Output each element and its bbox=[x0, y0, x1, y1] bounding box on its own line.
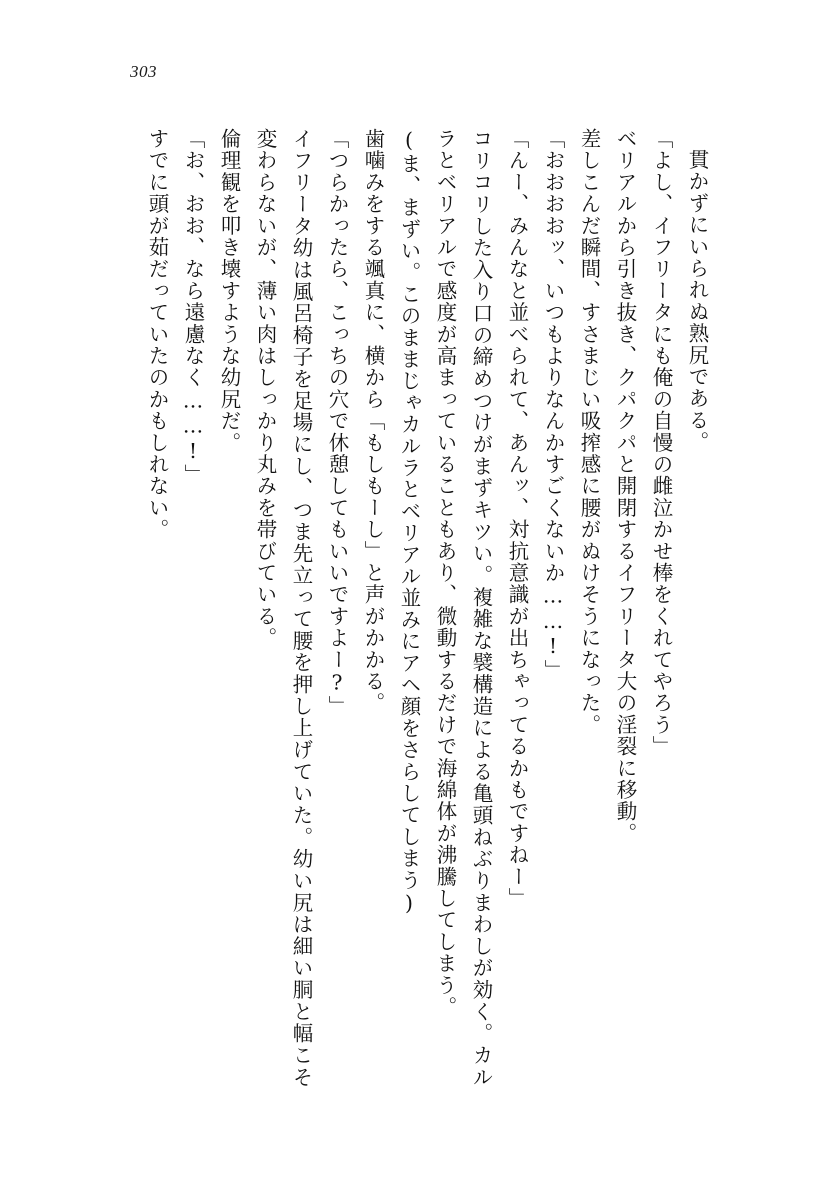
paragraph: 倫理観を叩き壊すような幼尻だ。 bbox=[217, 128, 241, 454]
paragraph: 貫かずにいられぬ熟尻である。 bbox=[685, 149, 709, 453]
page-number: 303 bbox=[130, 62, 157, 81]
paragraph: イフリータ幼は風呂椅子を足場にし、つま先立って腰を押し上げていた。幼い尻は細い胴と幅こそ変わらないが、薄い肉はしっかり丸みを帯びている。 bbox=[253, 128, 313, 1088]
paragraph: 「よし、イフリータにも俺の自慢の雌泣かせ棒をくれてやろう」 bbox=[649, 128, 673, 758]
paragraph: 歯噛みをする颯真に、横から「もしもーし」と声がかかる。 bbox=[361, 128, 385, 714]
paragraph: (ま、まずい。このままじゃカルラとベリアル並みにアヘ顔をさらしてしまう) bbox=[397, 128, 421, 917]
paragraph: 「おおおおッ、いつもよりなんかすごくないか……!」 bbox=[541, 128, 565, 681]
paragraph: 「つらかったら、こっちの穴で休憩してもいいですよー?」 bbox=[325, 128, 349, 718]
paragraph: 「お、おお、なら遠慮なく……!」 bbox=[181, 128, 205, 486]
paragraph: ベリアルから引き抜き、クパクパと開閉するイフリータ大の淫裂に移動。 bbox=[613, 128, 637, 845]
paragraph: 「んー、みんなと並べられて、あんッ、対抗意識が出ちゃってるかもですねー」 bbox=[505, 128, 529, 910]
body-text-block bbox=[88, 128, 715, 1088]
paragraph: コリコリした入り口の締めつけがまずキツい。複雑な襞構造による亀頭ねぶりまわしが効く。カルラとベリアルで感度が高まっていることもあり、微動するだけで海綿体が沸騰してしまう。 bbox=[433, 128, 493, 1088]
paragraph: 差しこんだ瞬間、すさまじい吸搾感に腰がぬけそうになった。 bbox=[577, 128, 601, 736]
paragraph: すでに頭が茹だっていたのかもしれない。 bbox=[145, 128, 169, 541]
